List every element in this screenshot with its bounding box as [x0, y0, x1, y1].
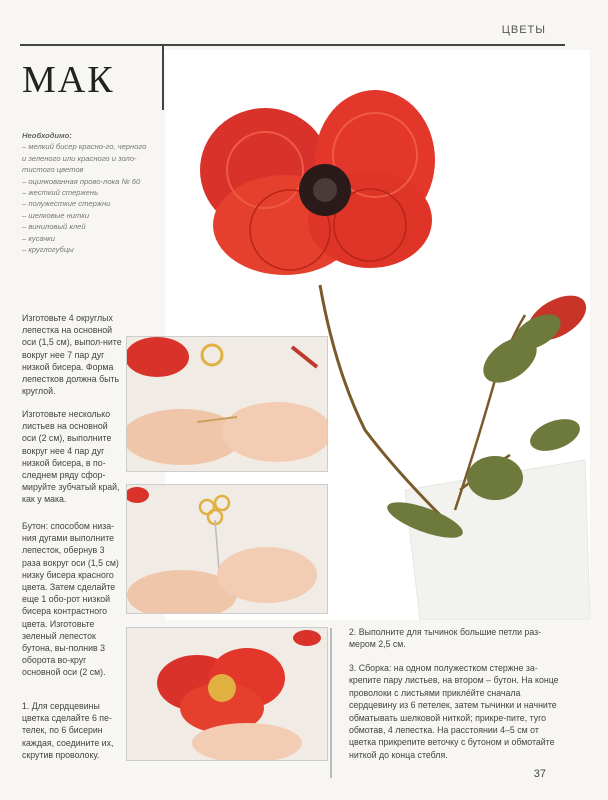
materials-item: – полужесткие стержни	[22, 199, 111, 209]
step-photo-stamen	[126, 484, 328, 614]
materials-item: – кусачки	[22, 233, 55, 243]
step-petals-text: Изготовьте 4 округлых лепестка на основной оси (1,5 см), выпол-ните вокруг нее 7 пар дуг низкой бисера. Форма лепестков должна быть круглой.	[22, 313, 122, 397]
page-title: МАК	[22, 59, 115, 101]
materials-item: – шелковые нитки	[22, 210, 90, 220]
materials-item: – круглогубцы	[22, 245, 74, 255]
materials-list	[22, 130, 150, 255]
materials-lead: Необходимо:	[22, 131, 72, 140]
step-assembly-text: 3. Сборка: на одном полужестком стержне за-крепите пару листьев, на втором – бутон. На конце проволоки с листьями прикле́йте сначала сердцевину из 6 петелек, затем тычинки и начните обматывать шелковой ниткой; прикре-пите, туго обмотав, 4 лепестка. На расстоянии 4–5 см от цветка прикрепите веточку с бутоном и обмотайте ниткой до конца стебля.	[349, 663, 559, 760]
header-rule-vertical	[162, 44, 164, 110]
step-photo-flower	[126, 627, 328, 761]
materials-item: – виниловый клей	[22, 222, 86, 232]
header-rule	[20, 44, 565, 46]
section-title: ЦВЕТЫ	[501, 24, 546, 36]
materials-item: – жесткий стержень	[22, 188, 99, 198]
step-photo-petal	[126, 336, 328, 472]
column-divider	[330, 628, 332, 778]
materials-item: – мелкий бисер красно-го, черного и зеленого или красного и золо-тистого цветов	[22, 142, 147, 175]
step-stamens-text: 2. Выполните для тычинок большие петли раз-мером 2,5 см.	[349, 627, 542, 650]
step-leaves-text: Изготовьте несколько листьев на основной оси (2 см), выполните вокруг нее 4 пар дуг низкой бисера, в по-следнем ряду сфор-мируйте зубчатый край, как у мака.	[22, 409, 120, 505]
page-number: 37	[533, 768, 546, 780]
step-bud-text: Бутон: способом низа-ния дугами выполните лепесток, обернув 3 раза вокруг оси (1,5 см) низку бисера красного цвета. Затем сделайте еще 1 обо-рот низкой бисера контрастного цвета. Изготовьте зеленый лепесток бутона, вы-полнив 3 оборота во-круг основной оси (2 см).	[22, 521, 119, 678]
materials-item: – оцинкованная прово-лока № 60	[22, 176, 141, 186]
step-center-text: 1. Для сердцевины цветка сделайте 6 пе-телек, по 6 бисерин каждая, соедините их, скрутив проволоку.	[22, 701, 114, 760]
